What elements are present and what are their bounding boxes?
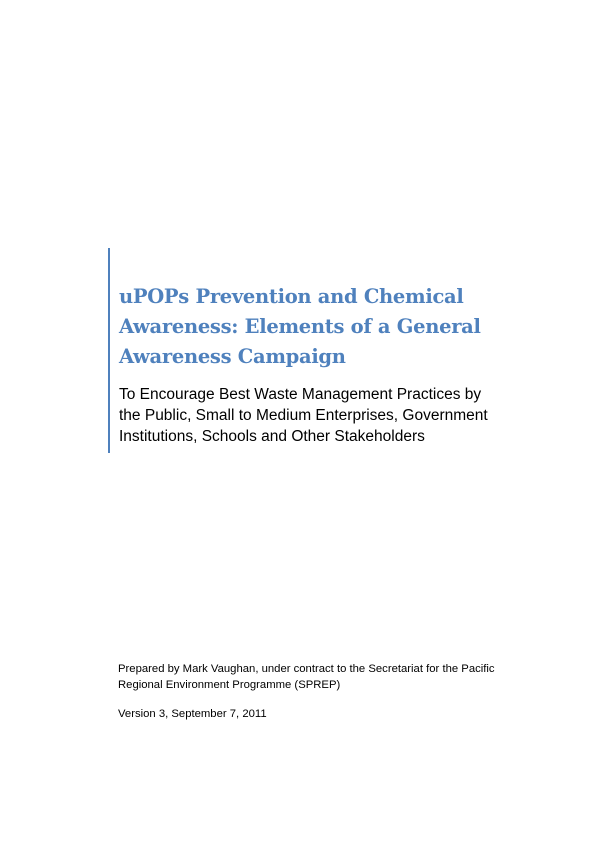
document-subtitle: To Encourage Best Waste Management Practices by the Public, Small to Medium Enterprises, Government Institutions, Schools and Other Stakeholders: [119, 386, 488, 445]
title-block: [108, 248, 539, 453]
version-date: Version 3, September 7, 2011: [118, 708, 267, 720]
document-title: uPOPs Prevention and Chemical Awareness: Elements of a General Awareness Campaign: [119, 285, 481, 368]
prepared-by-statement: Prepared by Mark Vaughan, under contract to the Secretariat for the Pacific Regional Environment Programme (SPREP): [118, 663, 495, 691]
